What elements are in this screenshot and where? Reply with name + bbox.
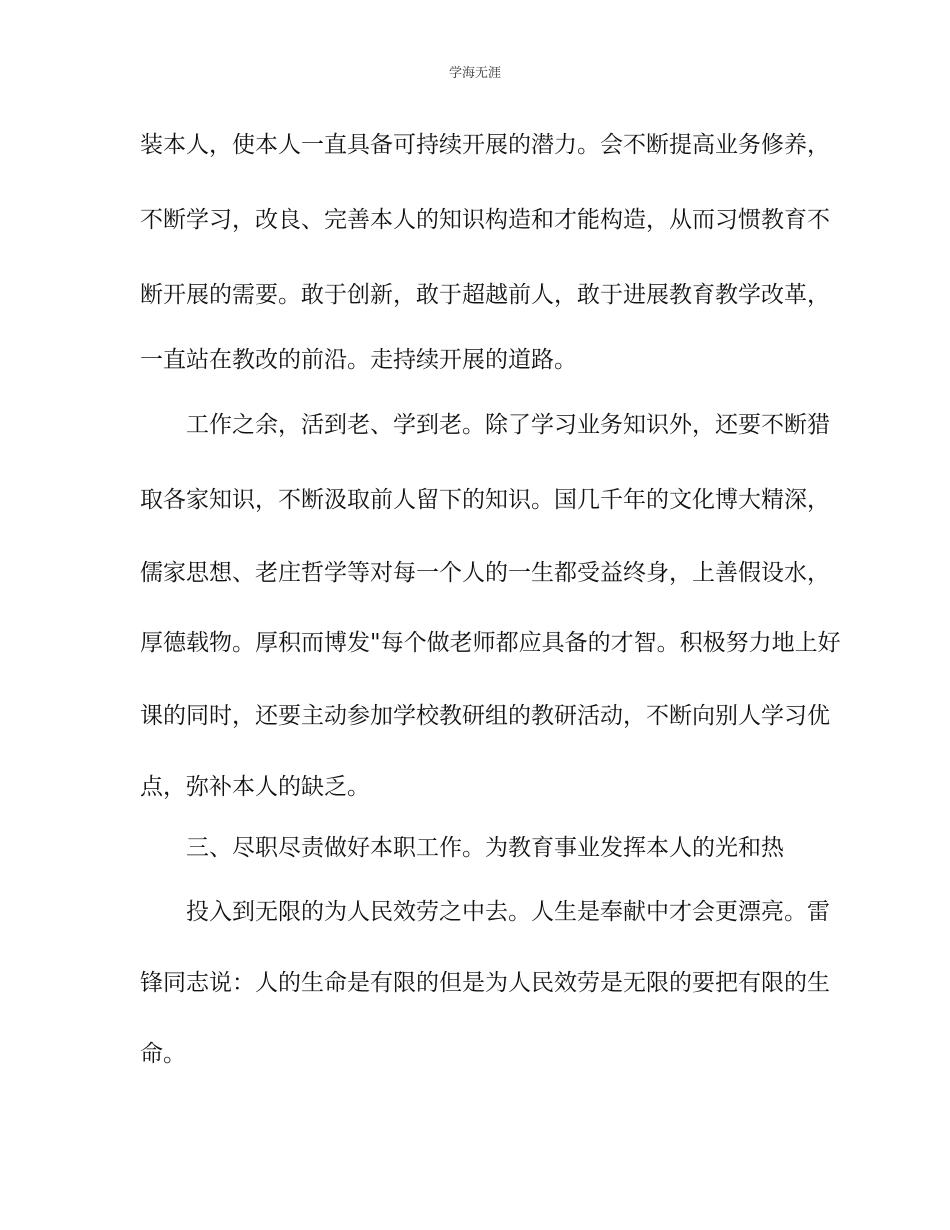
section-heading: 三、尽职尽责做好本职工作。为教育事业发挥本人的光和热 [186,835,784,861]
text-line: 投入到无限的为人民效劳之中去。人生是奉献中才会更漂亮。雷 [186,899,830,925]
text-line: 断开展的需要。敢于创新，敢于超越前人，敢于进展教育教学改革， [140,282,830,308]
text-line: 工作之余，活到老、学到老。除了学习业务知识外，还要不断猎 [186,412,830,438]
text-line: 一直站在教改的前沿。走持续开展的道路。 [140,347,577,373]
text-line: 点，弥补本人的缺乏。 [140,774,370,800]
text-line: 课的同时，还要主动参加学校教研组的教研活动，不断向别人学习优 [140,703,830,729]
text-line: 儒家思想、老庄哲学等对每一个人的一生都受益终身，上善假设水， [140,560,830,586]
text-line: 装本人，使本人一直具备可持续开展的潜力。会不断提高业务修养， [140,132,830,158]
text-line: 命。 [140,1041,186,1067]
text-line: 厚德载物。厚积而博发"每个做老师都应具备的才智。积极努力地上好 [140,630,841,656]
text-line: 取各家知识，不断汲取前人留下的知识。国几千年的文化博大精深， [140,487,830,513]
text-line: 不断学习，改良、完善本人的知识构造和才能构造，从而习惯教育不 [140,207,830,233]
text-line: 锋同志说：人的生命是有限的但是为人民效劳是无限的要把有限的生 [140,970,830,996]
page-header: 学海无涯 [448,66,501,81]
